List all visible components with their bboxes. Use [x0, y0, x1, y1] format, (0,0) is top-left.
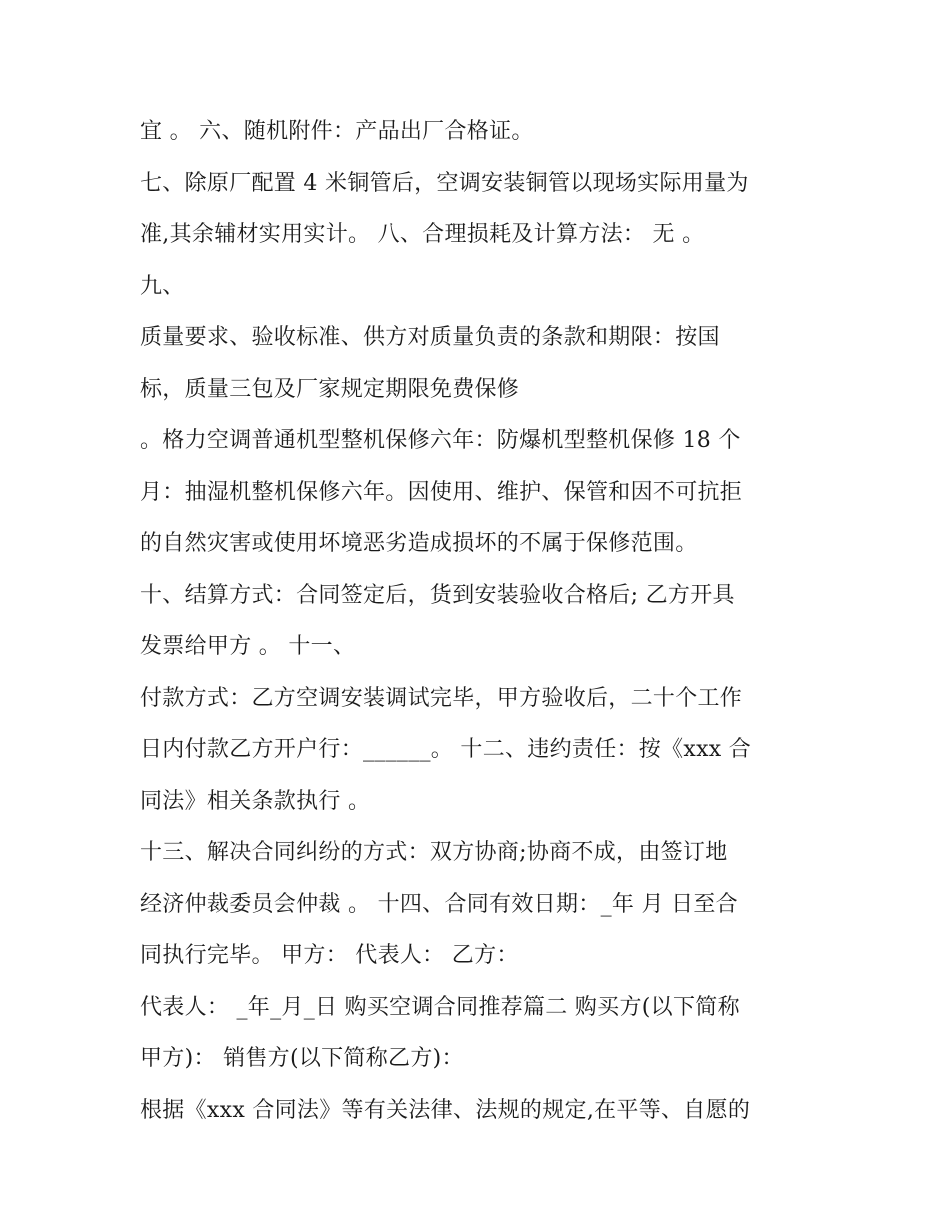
text-line: 同法》相关条款执行 。 — [140, 788, 371, 814]
text-line: 同执行完毕。 甲方： 代表人： 乙方： — [140, 943, 519, 968]
text-line: 发票给甲方 。 十一、 — [140, 634, 356, 659]
text-line: 标，质量三包及厂家规定期限免费保修 — [140, 376, 520, 402]
text-line: 根据《xxx 合同法》等有关法律、法规的规定,在平等、自愿的 — [140, 1097, 751, 1123]
text-line: 质量要求、验收标准、供方对质量负责的条款和期限：按国 — [140, 325, 720, 350]
text-line: 付款方式：乙方空调安装调试完毕，甲方验收后，二十个工作 — [140, 685, 743, 711]
text-line: 月：抽湿机整机保修六年。因使用、维护、保管和因不可抗拒 — [140, 479, 743, 505]
text-line: 经济仲裁委员会仲裁 。 十四、合同有效日期：_年 月 日至合 — [140, 891, 738, 917]
text-line: 的自然灾害或使用坏境恶劣造成损坏的不属于保修范围。 — [140, 531, 698, 556]
text-line: 七、除原厂配置 4 米铜管后，空调安装铜管以现场实际用量为 — [140, 170, 749, 196]
text-line: 准,其余辅材实用实计。 八、合理损耗及计算方法： 无 。 — [140, 222, 705, 247]
text-line: 。格力空调普通机型整机保修六年：防爆机型整机保修 18 个 — [140, 428, 741, 453]
text-line: 宜 。 六、随机附件：产品出厂合格证。 — [140, 119, 534, 144]
text-line: 十、结算方式：合同签定后，货到安装验收合格后; 乙方开具 — [140, 582, 735, 608]
text-line: 九、 — [140, 273, 185, 299]
text-line: 十三、解决合同纠纷的方式：双方协商;协商不成，由签订地 — [140, 840, 728, 865]
text-line: 甲方)： 销售方(以下简称乙方)： — [140, 1046, 464, 1071]
text-line: 代表人： _年_月_日 购买空调合同推荐篇二 购买方(以下简称 — [140, 994, 740, 1020]
document-body — [140, 106, 820, 1136]
text-line: 日内付款乙方开户行：______。 十二、违约责任：按《xxx 合 — [140, 737, 752, 762]
